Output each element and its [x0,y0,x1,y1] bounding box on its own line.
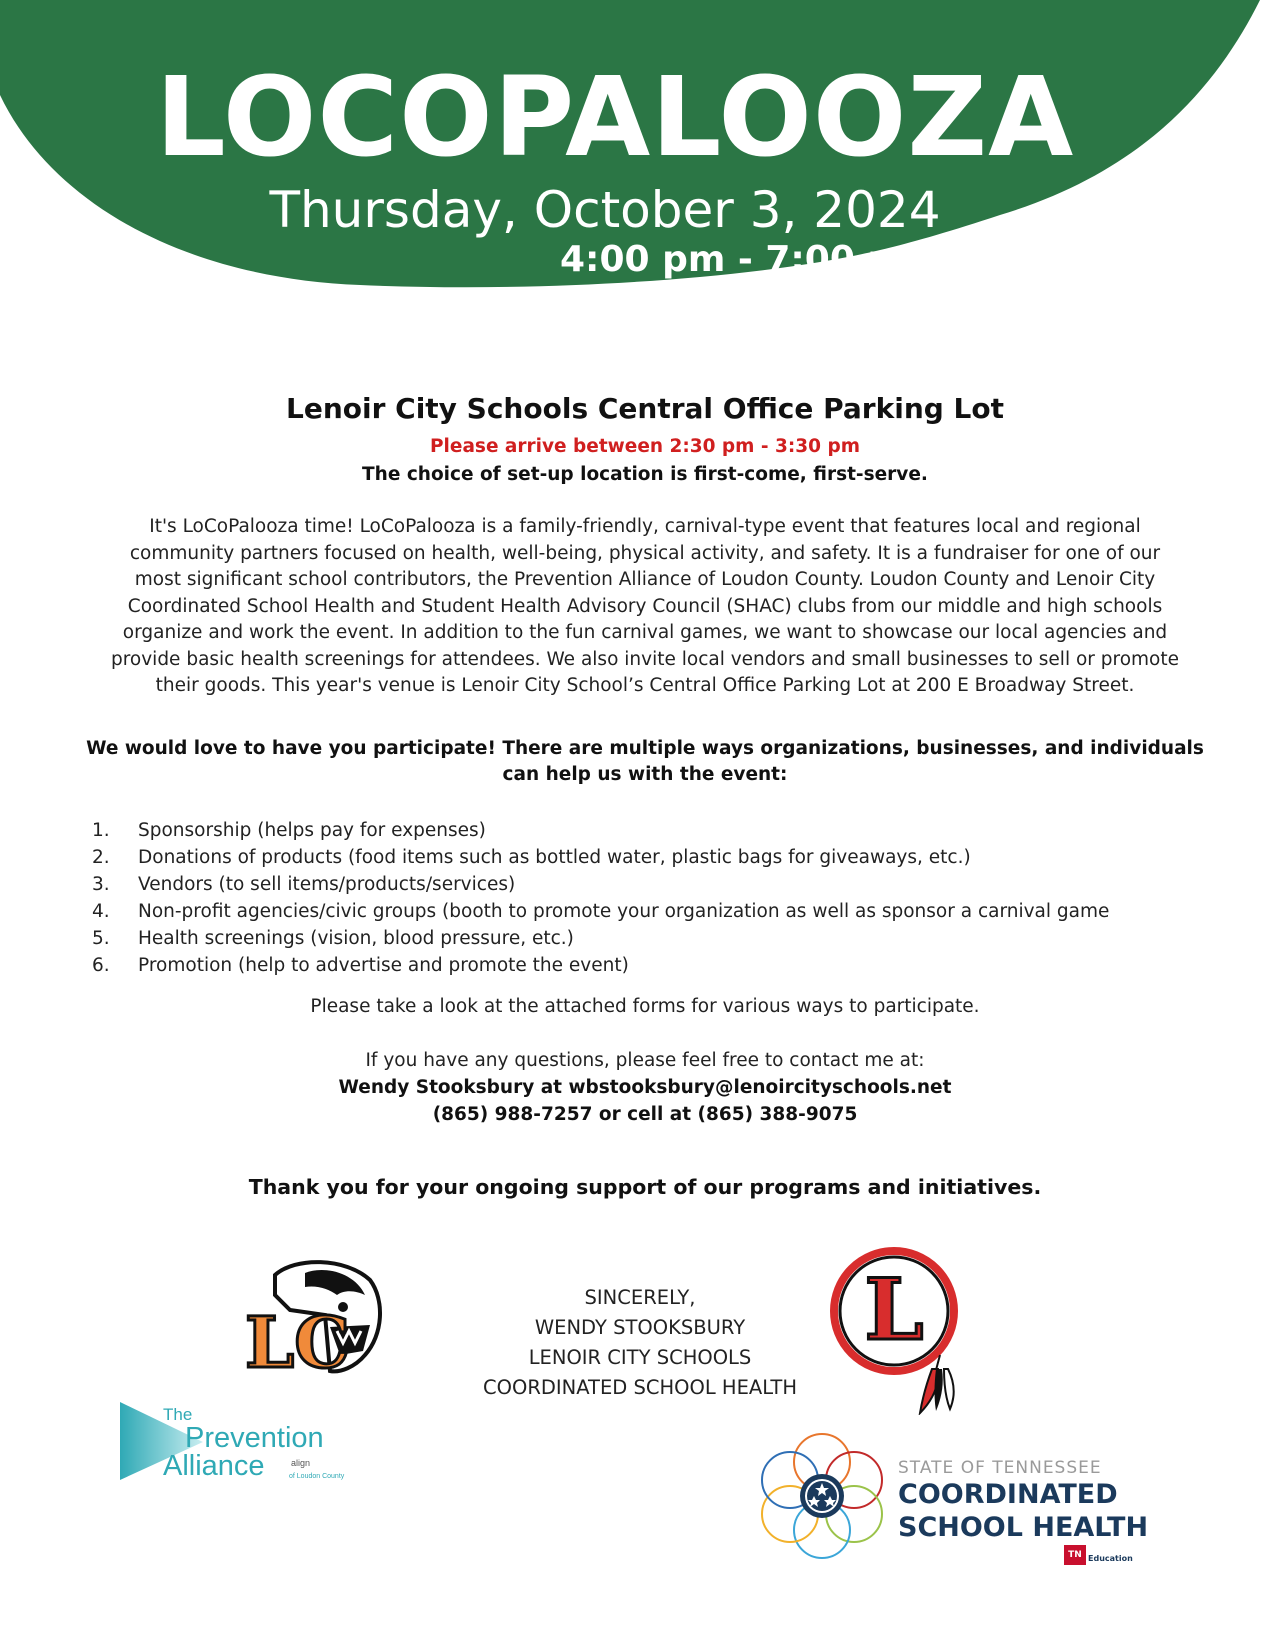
list-item: 5. Health screenings (vision, blood pressure, etc.) [92,928,574,949]
contact-phones: (865) 988-7257 or cell at (865) 388-9075 [432,1104,858,1125]
lc-panther-logo [245,1255,385,1385]
svg-text:of Loudon County: of Loudon County [289,1473,345,1480]
signature-line: SINCERELY, [584,1286,696,1309]
svg-text:L: L [864,1260,924,1359]
csh-state-label: STATE OF TENNESSEE [898,1458,1102,1478]
participation-list [92,817,1109,979]
intro-line: Coordinated School Health and Student Health Advisory Council (SHAC) clubs from our middle and high schools [127,595,1163,617]
prevention-alliance-logo [115,1400,365,1490]
signature-line: COORDINATED SCHOOL HEALTH [483,1376,797,1399]
svg-text:Alliance: Alliance [163,1450,265,1482]
intro-line: most significant school contributors, the Prevention Alliance of Loudon County. Loudon County and Lenoir City [134,569,1156,590]
intro-line: organize and work the event. In addition to the fun carnival games, we want to showcase our local agencies and [122,622,1168,643]
csh-title-line1: COORDINATED [898,1479,1118,1510]
arrival-window: Please arrive between 2:30 pm - 3:30 pm [430,436,860,457]
participate-heading [80,736,1210,788]
participate-line: We would love to have you participate! There are multiple ways organizations, businesses, and individuals [86,738,1204,759]
event-title: LOCOPALOOZA [155,53,1075,181]
event-time: 4:00 pm - 7:00 pm [560,239,931,280]
contact-name-email: Wendy Stooksbury at wbstooksbury@lenoircityschools.net [338,1077,952,1098]
contact-prompt: If you have any questions, please feel free to contact me at: [365,1050,925,1071]
signature-block [430,1283,850,1403]
intro-line: community partners focused on health, well-being, physical activity, and safety. It is a fundraiser for one of our [129,542,1161,564]
thanks-line: Thank you for your ongoing support of our programs and initiatives. [248,1175,1042,1199]
list-item: 2. Donations of products (food items such as bottled water, plastic bags for giveaways, etc.) [92,847,971,868]
intro-line: their goods. This year's venue is Lenoir City School’s Central Office Parking Lot at 200 E Broadway Street. [155,675,1135,696]
list-item: 1. Sponsorship (helps pay for expenses) [92,820,486,841]
location-heading: Lenoir City Schools Central Office Parking Lot [285,392,1005,425]
forms-note: Please take a look at the attached forms for various ways to participate. [310,996,980,1017]
list-item: 6. Promotion (help to advertise and promote the event) [92,955,629,976]
signature-line: LENOIR CITY SCHOOLS [528,1346,752,1369]
list-item: 3. Vendors (to sell items/products/services) [92,874,516,895]
svg-text:align: align [291,1458,311,1468]
intro-paragraph [80,514,1210,700]
svg-text:The: The [163,1405,193,1424]
list-item: 4. Non-profit agencies/civic groups (booth to promote your organization as well as sponsor a carnival game [92,901,1110,922]
event-date: Thursday, October 3, 2024 [269,181,941,239]
participate-line: can help us with the event: [502,764,788,785]
signature-line: WENDY STOOKSBURY [534,1316,746,1339]
svg-text:LC: LC [245,1301,350,1384]
setup-note: The choice of set-up location is first-come, first-serve. [362,464,928,485]
tn-education-label: Education [1088,1554,1133,1563]
intro-line: It's LoCoPalooza time! LoCoPalooza is a family-friendly, carnival-type event that features local and regional [149,516,1141,537]
csh-rings-icon [758,1432,886,1560]
intro-line: provide basic health screenings for attendees. We also invite local vendors and small businesses to sell or promote [110,648,1180,670]
csh-title-line2: SCHOOL HEALTH [898,1512,1149,1543]
tn-education-badge: TN [1064,1545,1086,1565]
lenoir-l-logo [828,1245,978,1415]
svg-text:Prevention: Prevention [185,1422,324,1454]
